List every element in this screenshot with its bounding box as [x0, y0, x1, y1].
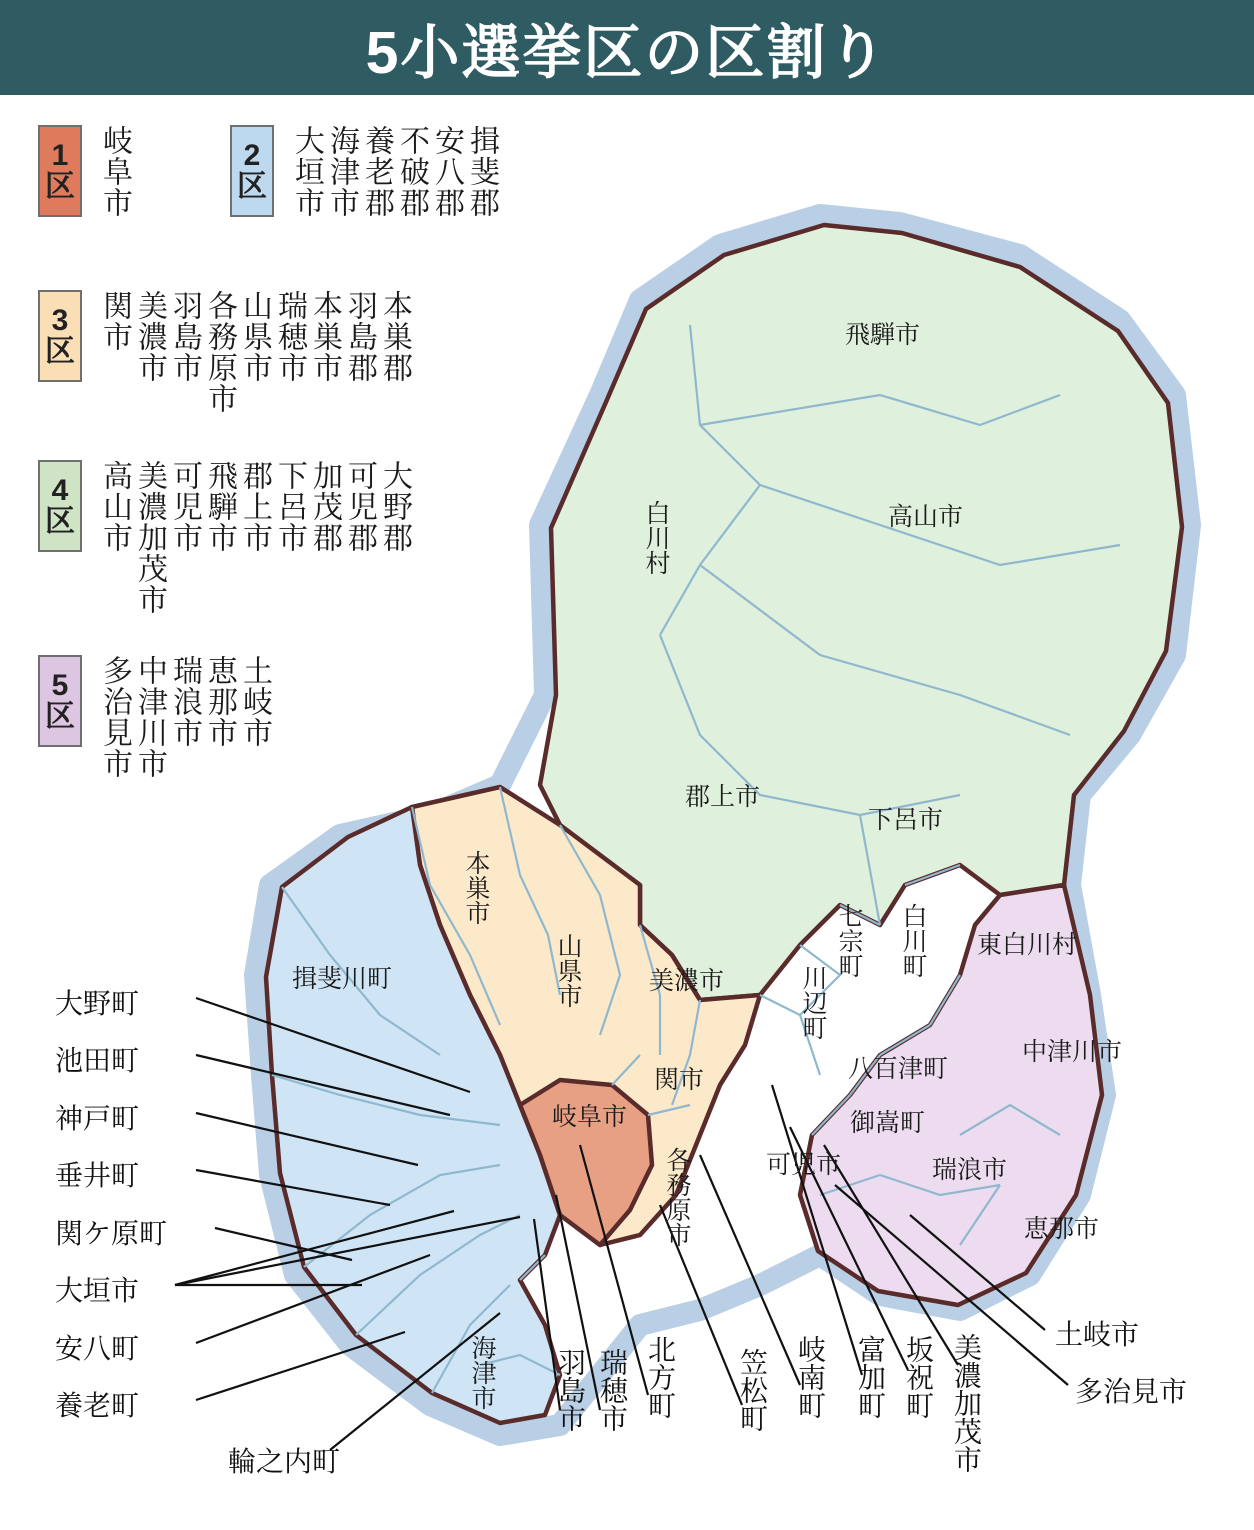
- municipality-label: 岐阜市: [98, 125, 131, 218]
- municipality-label: 安八郡: [430, 125, 463, 218]
- district-number-2: 2: [243, 138, 261, 172]
- callout-label-tarui: 垂井町: [55, 1160, 140, 1191]
- district-suffix-1: 区: [45, 170, 75, 203]
- municipality-label: 大野郡: [378, 460, 411, 553]
- callout-label-toki: 土岐市: [1055, 1319, 1140, 1350]
- map-label-shirakawa-village: 白川村: [642, 500, 670, 575]
- district-suffix-2: 区: [237, 170, 267, 203]
- municipality-label: 中津川市: [133, 655, 166, 779]
- map-label-yaotsu: 八百津町: [848, 1055, 949, 1083]
- district-number-1: 1: [51, 138, 69, 172]
- municipality-label: 土岐市: [238, 655, 271, 748]
- municipality-label: 加茂郡: [308, 460, 341, 553]
- municipality-label: 不破郡: [395, 125, 428, 218]
- callout-label-anpachi: 安八町: [55, 1333, 140, 1364]
- callout-label-ginan: 岐南町: [795, 1335, 826, 1419]
- callout-label-ono: 大野町: [55, 988, 140, 1019]
- map-label-takayama: 高山市: [888, 503, 964, 531]
- municipality-label: 可児郡: [343, 460, 376, 553]
- municipality-label: 関市: [98, 290, 131, 352]
- map-label-shirakawa-town: 白川町: [899, 903, 927, 978]
- map-label-yamagata: 山県市: [554, 933, 582, 1008]
- district-suffix-4: 区: [45, 505, 75, 538]
- municipality-label: 美濃市: [133, 290, 166, 383]
- map-label-seki: 関市: [654, 1066, 705, 1094]
- callout-label-mizuho: 瑞穂市: [597, 1348, 628, 1432]
- district-number-3: 3: [51, 303, 69, 337]
- municipality-label: 揖斐郡: [465, 125, 498, 218]
- municipality-label: 羽島市: [168, 290, 201, 383]
- callout-label-minokamo: 美濃加茂市: [951, 1333, 982, 1473]
- callout-label-hashima: 羽島市: [555, 1348, 586, 1432]
- municipality-label: 大垣市: [290, 125, 323, 218]
- municipality-label: 飛騨市: [203, 460, 236, 553]
- municipality-label: 瑞浪市: [168, 655, 201, 748]
- callout-label-ikeda: 池田町: [55, 1045, 140, 1076]
- map-label-ibigawa: 揖斐川町: [292, 965, 393, 993]
- municipality-label: 養老郡: [360, 125, 393, 218]
- map-label-motosu: 本巣市: [462, 850, 490, 925]
- callout-label-sakahogi: 坂祝町: [903, 1335, 934, 1419]
- municipality-label: 本巣郡: [378, 290, 411, 383]
- municipality-label: 各務原市: [203, 290, 236, 414]
- municipality-label: 山県市: [238, 290, 271, 383]
- municipality-label: 郡上市: [238, 460, 271, 553]
- map-label-gero: 下呂市: [868, 806, 944, 834]
- municipality-label: 海津市: [325, 125, 358, 218]
- callout-label-yoro: 養老町: [55, 1390, 140, 1421]
- map-label-kakamigahara: 各務原市: [663, 1147, 691, 1247]
- municipality-label: 多治見市: [98, 655, 131, 779]
- map-label-kaizu: 海津市: [468, 1335, 496, 1410]
- municipality-label: 本巣市: [308, 290, 341, 383]
- callout-label-tomika: 富加町: [855, 1335, 886, 1419]
- map-label-mizunami: 瑞浪市: [932, 1156, 1008, 1184]
- callout-label-kitagata: 北方町: [645, 1335, 676, 1419]
- district-suffix-3: 区: [45, 335, 75, 368]
- municipality-label: 恵那市: [203, 655, 236, 748]
- callout-label-wanouchi: 輪之内町: [228, 1446, 341, 1477]
- callout-label-kasamatsu: 笠松町: [737, 1348, 768, 1432]
- map-label-gujo: 郡上市: [685, 783, 761, 811]
- map-label-kani: 可児市: [766, 1151, 842, 1179]
- municipality-label: 高山市: [98, 460, 131, 553]
- map-label-nakatsugawa: 中津川市: [1022, 1038, 1123, 1066]
- map-label-higashishirakawa: 東白川村: [977, 931, 1078, 959]
- page-header: [0, 0, 1254, 95]
- map-label-hida: 飛騨市: [845, 321, 921, 349]
- callout-label-tajimi: 多治見市: [1075, 1376, 1188, 1407]
- map-shapes: [175, 215, 1190, 1450]
- municipality-label: 可児市: [168, 460, 201, 553]
- municipality-label: 美濃加茂市: [133, 460, 166, 615]
- map-label-kawabe: 川辺町: [799, 965, 827, 1040]
- map-label-ena: 恵那市: [1024, 1215, 1100, 1243]
- callout-label-sekigahara: 関ケ原町: [55, 1218, 168, 1249]
- callout-label-godo: 神戸町: [55, 1103, 140, 1134]
- page-title: 5小選挙区の区割り: [365, 20, 889, 86]
- map-label-mitake: 御嵩町: [850, 1109, 926, 1137]
- map-label-mino: 美濃市: [649, 967, 725, 995]
- callout-label-ogaki: 大垣市: [55, 1275, 140, 1306]
- map-label-hichiso: 七宗町: [835, 903, 863, 978]
- municipality-label: 下呂市: [273, 460, 306, 553]
- gifu-district-map: [0, 95, 1254, 1530]
- district-number-4: 4: [51, 473, 69, 507]
- municipality-label: 羽島郡: [343, 290, 376, 383]
- map-label-gifu-city: 岐阜市: [552, 1103, 628, 1131]
- municipality-label: 瑞穂市: [273, 290, 306, 383]
- district-suffix-5: 区: [45, 700, 75, 733]
- district-number-5: 5: [51, 668, 69, 702]
